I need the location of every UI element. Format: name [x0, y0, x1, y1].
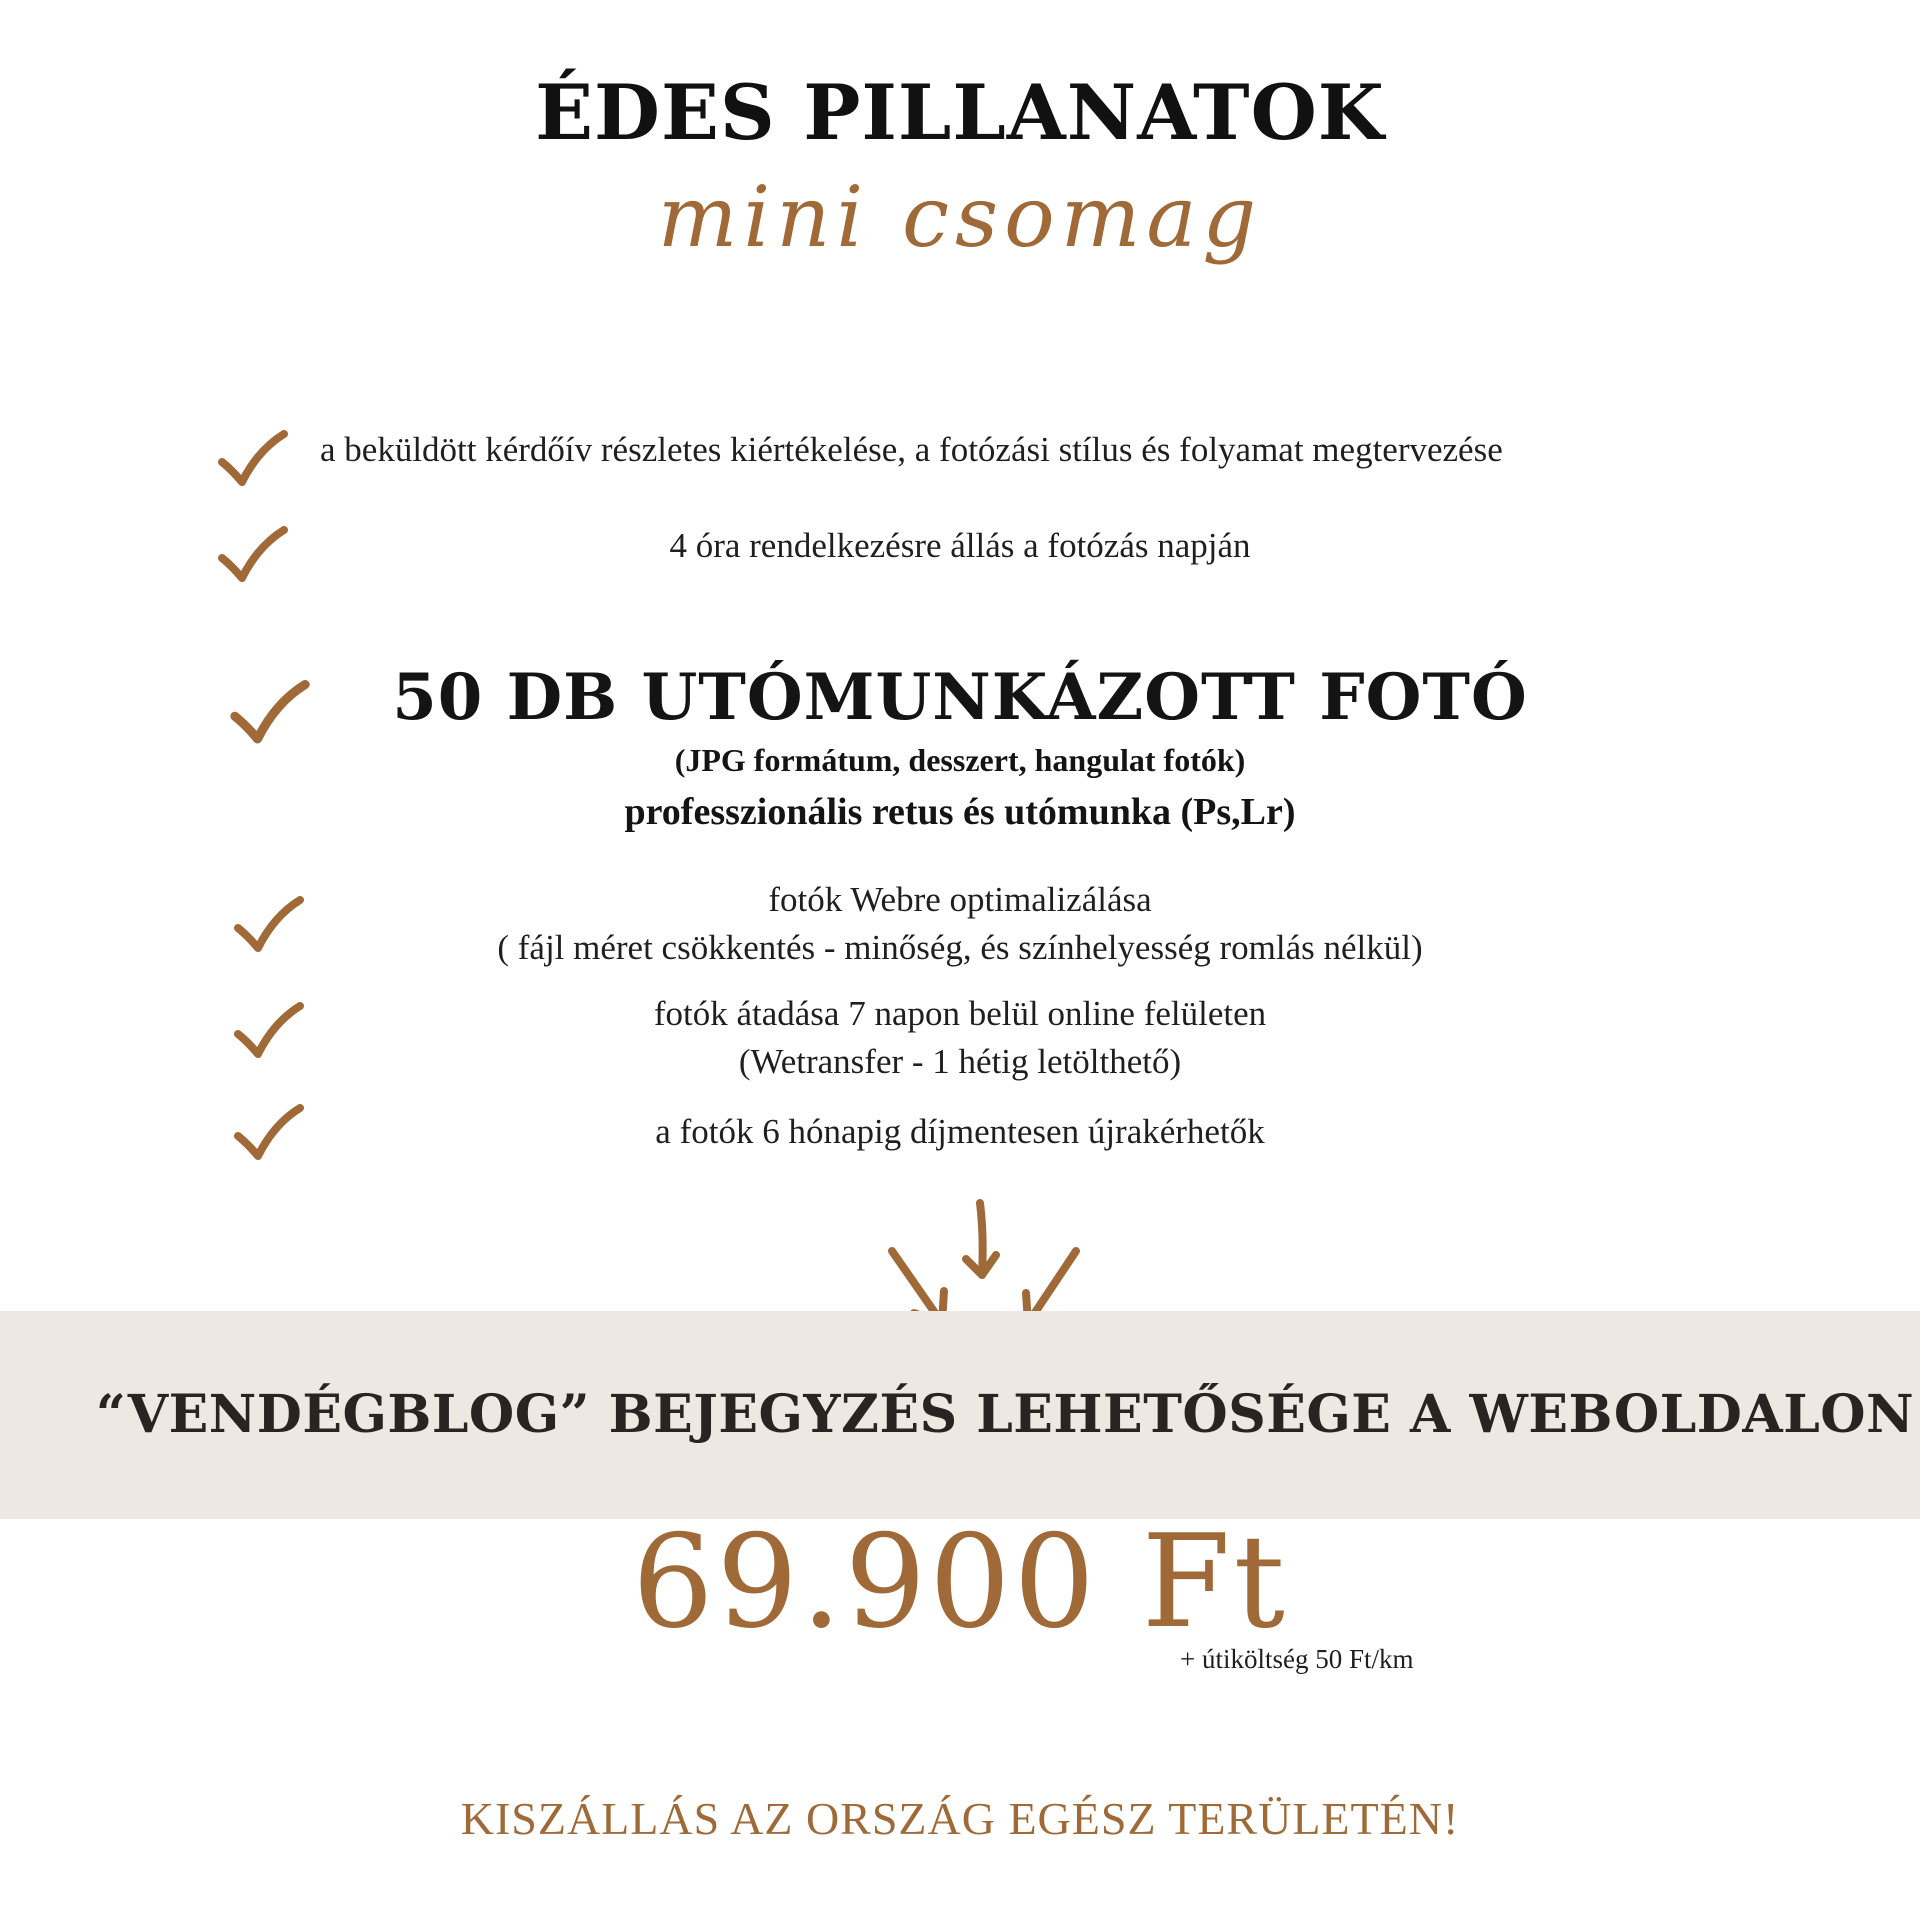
nationwide-travel-note: KISZÁLLÁS AZ ORSZÁG EGÉSZ TERÜLETÉN!: [460, 1793, 1460, 1844]
travel-cost-note: + útiköltség 50 Ft/km: [1180, 1644, 1414, 1674]
feature-web-optimization: fotók Webre optimalizálása: [768, 880, 1152, 919]
feature-photo-retouch: professzionális retus és utómunka (Ps,Lr): [624, 791, 1296, 833]
guest-blog-highlight: “VENDÉGBLOG” BEJEGYZÉS LEHETŐSÉGE A WEBOLDALON: [95, 1384, 1915, 1445]
checkmark-icon: [218, 430, 288, 490]
package-subtitle: mini csomag: [657, 168, 1263, 266]
feature-questionnaire: a beküldött kérdőív részletes kiértékelése, a fotózási stílus és folyamat megtervezése: [320, 430, 1503, 469]
feature-photo-count: 50 DB UTÓMUNKÁZOTT FOTÓ: [392, 660, 1528, 735]
page-title: ÉDES PILLANATOK: [535, 68, 1385, 157]
feature-web-optimization-detail: ( fájl méret csökkentés - minőség, és színhelyesség romlás nélkül): [497, 928, 1423, 967]
package-price: 69.900 Ft: [632, 1508, 1288, 1657]
feature-delivery: fotók átadása 7 napon belül online felületen: [653, 994, 1267, 1033]
feature-photo-format: (JPG formátum, desszert, hangulat fotók): [674, 742, 1246, 778]
feature-reorder: a fotók 6 hónapig díjmentesen újrakérhetők: [655, 1112, 1265, 1151]
feature-delivery-detail: (Wetransfer - 1 hétig letölthető): [738, 1042, 1182, 1081]
feature-availability: 4 óra rendelkezésre állás a fotózás napján: [669, 526, 1251, 565]
